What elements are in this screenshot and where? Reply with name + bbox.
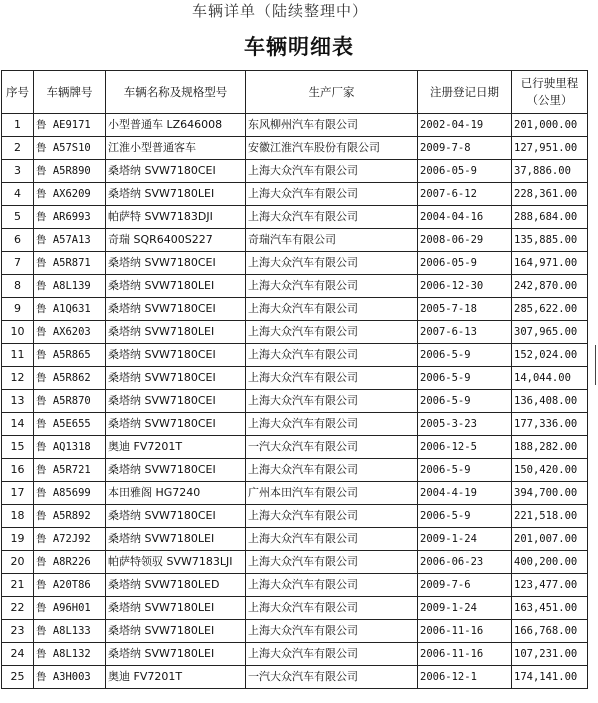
- cell-mileage: 188,282.00: [512, 436, 588, 459]
- cell-maker: 上海大众汽车有限公司: [246, 160, 418, 183]
- cell-mileage: 164,971.00: [512, 252, 588, 275]
- cell-plate: 鲁 A20T86: [34, 574, 106, 597]
- table-row: [2, 160, 588, 183]
- document-title: 车辆明细表: [244, 35, 354, 59]
- cell-maker: 上海大众汽车有限公司: [246, 574, 418, 597]
- table-row: [2, 643, 588, 666]
- cell-mileage: 394,700.00: [512, 482, 588, 505]
- cell-reg-date: 2006-11-16: [418, 620, 512, 643]
- cell-plate: 鲁 A72J92: [34, 528, 106, 551]
- cell-mileage: 135,885.00: [512, 229, 588, 252]
- table-row: [2, 229, 588, 252]
- cell-model: 桑塔纳 SVW7180CEI: [106, 459, 246, 482]
- cell-idx: 3: [2, 160, 34, 183]
- cell-maker: 上海大众汽车有限公司: [246, 620, 418, 643]
- cell-idx: 7: [2, 252, 34, 275]
- header-idx: 序号: [2, 71, 34, 114]
- cell-reg-date: 2006-12-1: [418, 666, 512, 689]
- cell-maker: 上海大众汽车有限公司: [246, 643, 418, 666]
- header-row: [2, 71, 588, 114]
- cell-maker: 上海大众汽车有限公司: [246, 413, 418, 436]
- cell-model: 奥迪 FV7201T: [106, 666, 246, 689]
- header-mileage-line1: 已行驶里程: [520, 76, 579, 90]
- cell-plate: 鲁 AX6203: [34, 321, 106, 344]
- cell-plate: 鲁 A8L132: [34, 643, 106, 666]
- cell-reg-date: 2009-7-8: [418, 137, 512, 160]
- cell-mileage: 177,336.00: [512, 413, 588, 436]
- cell-reg-date: 2007-6-12: [418, 183, 512, 206]
- cell-maker: 上海大众汽车有限公司: [246, 459, 418, 482]
- cell-mileage: 107,231.00: [512, 643, 588, 666]
- cell-mileage: 150,420.00: [512, 459, 588, 482]
- cell-reg-date: 2002-04-19: [418, 114, 512, 137]
- scroll-edge-mark: [595, 345, 596, 385]
- cell-model: 桑塔纳 SVW7180LEI: [106, 183, 246, 206]
- cell-maker: 奇瑞汽车有限公司: [246, 229, 418, 252]
- cell-maker: 一汽大众汽车有限公司: [246, 666, 418, 689]
- table-row: [2, 436, 588, 459]
- table-row: [2, 275, 588, 298]
- cell-maker: 上海大众汽车有限公司: [246, 183, 418, 206]
- cell-reg-date: 2009-1-24: [418, 597, 512, 620]
- cell-plate: 鲁 AR6993: [34, 206, 106, 229]
- cell-reg-date: 2006-5-9: [418, 367, 512, 390]
- cell-reg-date: 2005-3-23: [418, 413, 512, 436]
- cell-plate: 鲁 AE9171: [34, 114, 106, 137]
- cell-maker: 上海大众汽车有限公司: [246, 275, 418, 298]
- table-row: [2, 206, 588, 229]
- cell-model: 桑塔纳 SVW7180CEI: [106, 413, 246, 436]
- cell-idx: 23: [2, 620, 34, 643]
- cell-model: 桑塔纳 SVW7180CEI: [106, 252, 246, 275]
- cell-mileage: 127,951.00: [512, 137, 588, 160]
- cell-plate: 鲁 A5R870: [34, 390, 106, 413]
- cell-model: 桑塔纳 SVW7180CEI: [106, 298, 246, 321]
- cell-plate: 鲁 A5R862: [34, 367, 106, 390]
- table-row: [2, 298, 588, 321]
- table-row: [2, 114, 588, 137]
- table-row: [2, 551, 588, 574]
- cell-mileage: 123,477.00: [512, 574, 588, 597]
- cell-idx: 19: [2, 528, 34, 551]
- document-caption: 车辆详单（陆续整理中）: [191, 2, 368, 20]
- header-mileage: [512, 71, 588, 114]
- cell-plate: 鲁 A5R890: [34, 160, 106, 183]
- cell-mileage: 14,044.00: [512, 367, 588, 390]
- cell-model: 奥迪 FV7201T: [106, 436, 246, 459]
- cell-idx: 20: [2, 551, 34, 574]
- table-row: [2, 413, 588, 436]
- cell-plate: 鲁 A8L139: [34, 275, 106, 298]
- cell-plate: 鲁 A5R892: [34, 505, 106, 528]
- cell-idx: 22: [2, 597, 34, 620]
- cell-idx: 10: [2, 321, 34, 344]
- cell-model: 桑塔纳 SVW7180LED: [106, 574, 246, 597]
- cell-maker: 上海大众汽车有限公司: [246, 528, 418, 551]
- cell-idx: 13: [2, 390, 34, 413]
- header-reg-date: 注册登记日期: [418, 71, 512, 114]
- cell-plate: 鲁 A8R226: [34, 551, 106, 574]
- cell-reg-date: 2006-5-9: [418, 505, 512, 528]
- cell-reg-date: 2005-7-18: [418, 298, 512, 321]
- cell-idx: 18: [2, 505, 34, 528]
- cell-model: 桑塔纳 SVW7180CEI: [106, 160, 246, 183]
- header-mileage-line2: （公里）: [526, 93, 573, 107]
- cell-maker: 上海大众汽车有限公司: [246, 551, 418, 574]
- cell-plate: 鲁 A57A13: [34, 229, 106, 252]
- cell-model: 江淮小型普通客车: [106, 137, 246, 160]
- cell-plate: 鲁 A1Q631: [34, 298, 106, 321]
- cell-maker: 上海大众汽车有限公司: [246, 367, 418, 390]
- table-row: [2, 620, 588, 643]
- cell-plate: 鲁 AQ1318: [34, 436, 106, 459]
- cell-mileage: 136,408.00: [512, 390, 588, 413]
- cell-mileage: 228,361.00: [512, 183, 588, 206]
- table-header: [2, 71, 588, 114]
- cell-plate: 鲁 A5R721: [34, 459, 106, 482]
- cell-maker: 安徽江淮汽车股份有限公司: [246, 137, 418, 160]
- header-model: 车辆名称及规格型号: [106, 71, 246, 114]
- table-row: [2, 183, 588, 206]
- cell-reg-date: 2009-7-6: [418, 574, 512, 597]
- cell-idx: 24: [2, 643, 34, 666]
- cell-idx: 15: [2, 436, 34, 459]
- header-maker: 生产厂家: [246, 71, 418, 114]
- cell-plate: 鲁 A8L133: [34, 620, 106, 643]
- table-row: [2, 597, 588, 620]
- cell-model: 帕萨特 SVW7183DJI: [106, 206, 246, 229]
- cell-plate: 鲁 A57S10: [34, 137, 106, 160]
- cell-model: 桑塔纳 SVW7180LEI: [106, 275, 246, 298]
- table-row: [2, 482, 588, 505]
- cell-reg-date: 2007-6-13: [418, 321, 512, 344]
- cell-maker: 上海大众汽车有限公司: [246, 390, 418, 413]
- cell-plate: 鲁 A85699: [34, 482, 106, 505]
- cell-reg-date: 2004-04-16: [418, 206, 512, 229]
- cell-reg-date: 2006-12-5: [418, 436, 512, 459]
- cell-idx: 12: [2, 367, 34, 390]
- table-row: [2, 137, 588, 160]
- cell-reg-date: 2006-5-9: [418, 459, 512, 482]
- cell-reg-date: 2006-5-9: [418, 390, 512, 413]
- cell-mileage: 174,141.00: [512, 666, 588, 689]
- table-row: [2, 390, 588, 413]
- table-row: [2, 367, 588, 390]
- cell-reg-date: 2006-5-9: [418, 344, 512, 367]
- cell-idx: 5: [2, 206, 34, 229]
- cell-idx: 9: [2, 298, 34, 321]
- cell-reg-date: 2004-4-19: [418, 482, 512, 505]
- cell-reg-date: 2006-11-16: [418, 643, 512, 666]
- cell-mileage: 37,886.00: [512, 160, 588, 183]
- cell-mileage: 307,965.00: [512, 321, 588, 344]
- cell-model: 桑塔纳 SVW7180LEI: [106, 620, 246, 643]
- cell-plate: 鲁 A96H01: [34, 597, 106, 620]
- cell-model: 桑塔纳 SVW7180CEI: [106, 367, 246, 390]
- cell-idx: 1: [2, 114, 34, 137]
- table-row: [2, 321, 588, 344]
- cell-idx: 21: [2, 574, 34, 597]
- cell-idx: 14: [2, 413, 34, 436]
- cell-mileage: 152,024.00: [512, 344, 588, 367]
- header-plate: 车辆牌号: [34, 71, 106, 114]
- cell-mileage: 288,684.00: [512, 206, 588, 229]
- cell-model: 本田雅阁 HG7240: [106, 482, 246, 505]
- cell-model: 桑塔纳 SVW7180LEI: [106, 643, 246, 666]
- cell-reg-date: 2006-05-9: [418, 252, 512, 275]
- cell-idx: 17: [2, 482, 34, 505]
- cell-mileage: 201,007.00: [512, 528, 588, 551]
- table-row: [2, 528, 588, 551]
- cell-maker: 东风柳州汽车有限公司: [246, 114, 418, 137]
- cell-model: 桑塔纳 SVW7180CEI: [106, 390, 246, 413]
- cell-reg-date: 2006-12-30: [418, 275, 512, 298]
- cell-maker: 一汽大众汽车有限公司: [246, 436, 418, 459]
- table-row: [2, 505, 588, 528]
- cell-mileage: 163,451.00: [512, 597, 588, 620]
- table-body: [2, 114, 588, 689]
- cell-idx: 2: [2, 137, 34, 160]
- cell-reg-date: 2006-06-23: [418, 551, 512, 574]
- cell-reg-date: 2008-06-29: [418, 229, 512, 252]
- table-row: [2, 666, 588, 689]
- cell-model: 桑塔纳 SVW7180LEI: [106, 321, 246, 344]
- cell-idx: 8: [2, 275, 34, 298]
- cell-mileage: 166,768.00: [512, 620, 588, 643]
- cell-maker: 上海大众汽车有限公司: [246, 321, 418, 344]
- cell-plate: 鲁 A5E655: [34, 413, 106, 436]
- cell-idx: 4: [2, 183, 34, 206]
- cell-reg-date: 2009-1-24: [418, 528, 512, 551]
- cell-model: 桑塔纳 SVW7180LEI: [106, 528, 246, 551]
- cell-model: 桑塔纳 SVW7180LEI: [106, 597, 246, 620]
- cell-model: 奇瑞 SQR6400S227: [106, 229, 246, 252]
- vehicle-table: [1, 70, 588, 689]
- cell-idx: 6: [2, 229, 34, 252]
- table-row: [2, 459, 588, 482]
- cell-model: 桑塔纳 SVW7180CEI: [106, 344, 246, 367]
- table-row: [2, 252, 588, 275]
- table-row: [2, 344, 588, 367]
- cell-plate: 鲁 A5R865: [34, 344, 106, 367]
- cell-plate: 鲁 AX6209: [34, 183, 106, 206]
- cell-idx: 11: [2, 344, 34, 367]
- cell-maker: 广州本田汽车有限公司: [246, 482, 418, 505]
- table-row: [2, 574, 588, 597]
- cell-maker: 上海大众汽车有限公司: [246, 206, 418, 229]
- cell-plate: 鲁 A5R871: [34, 252, 106, 275]
- cell-model: 帕萨特领驭 SVW7183LJI: [106, 551, 246, 574]
- cell-mileage: 242,870.00: [512, 275, 588, 298]
- cell-model: 桑塔纳 SVW7180CEI: [106, 505, 246, 528]
- cell-maker: 上海大众汽车有限公司: [246, 344, 418, 367]
- cell-mileage: 201,000.00: [512, 114, 588, 137]
- cell-maker: 上海大众汽车有限公司: [246, 505, 418, 528]
- cell-mileage: 221,518.00: [512, 505, 588, 528]
- cell-idx: 25: [2, 666, 34, 689]
- cell-reg-date: 2006-05-9: [418, 160, 512, 183]
- cell-model: 小型普通车 LZ646008: [106, 114, 246, 137]
- cell-mileage: 285,622.00: [512, 298, 588, 321]
- cell-mileage: 400,200.00: [512, 551, 588, 574]
- cell-maker: 上海大众汽车有限公司: [246, 597, 418, 620]
- cell-plate: 鲁 A3H003: [34, 666, 106, 689]
- cell-maker: 上海大众汽车有限公司: [246, 298, 418, 321]
- cell-idx: 16: [2, 459, 34, 482]
- cell-maker: 上海大众汽车有限公司: [246, 252, 418, 275]
